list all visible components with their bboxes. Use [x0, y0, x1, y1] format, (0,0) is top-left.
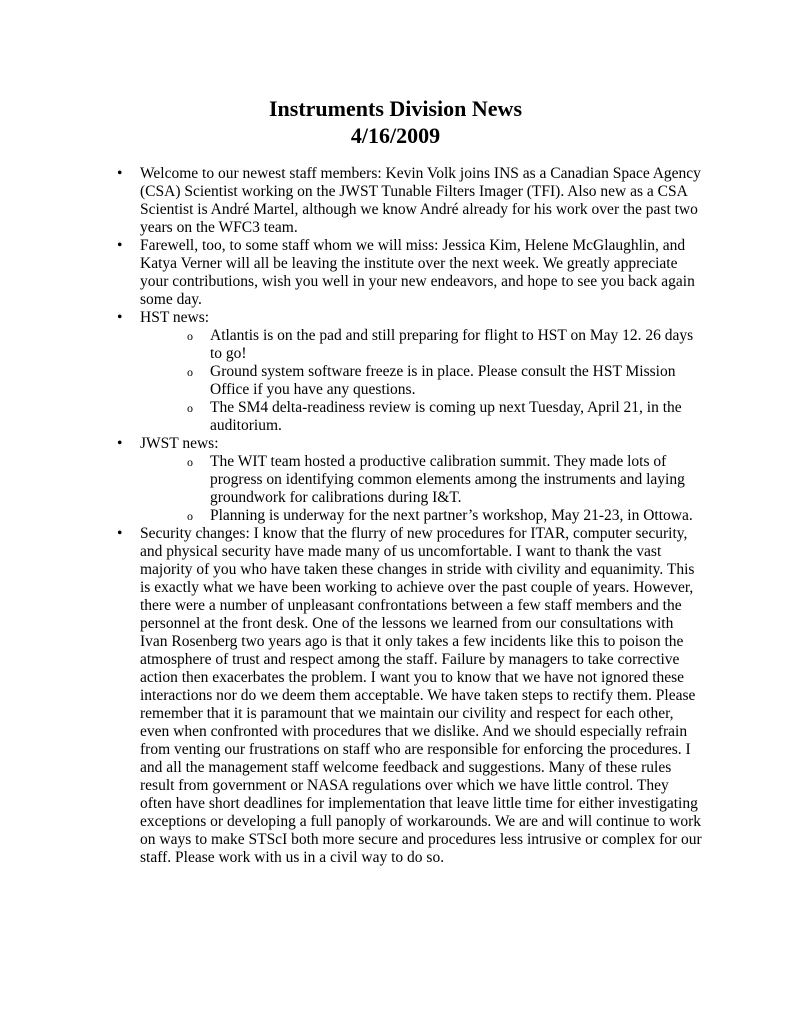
news-item-jwst [117, 435, 702, 525]
jwst-sublist [187, 453, 702, 525]
sub-item [187, 507, 702, 525]
news-item-farewell [117, 237, 702, 309]
bullet-marker: • [117, 309, 123, 326]
news-item-hst [117, 309, 702, 435]
sub-item [187, 327, 702, 363]
bullet-marker: • [117, 435, 123, 452]
hst-sublist [187, 327, 702, 435]
news-item-text: Welcome to our newest staff members: Kevin Volk joins INS as a Canadian Space Agency (CSA) Scientist working on the JWST Tunable Filters Imager (TFI). Also new as a CSA Scientist is André Martel, although we know André already for his work over the past two years on the WFC3 team. [140, 165, 701, 236]
sub-item [187, 363, 702, 399]
sub-item-text: Atlantis is on the pad and still preparing for flight to HST on May 12. 26 days to go! [210, 327, 694, 362]
sub-item [187, 399, 702, 435]
sub-bullet-marker: o [187, 329, 193, 343]
sub-item-text: The WIT team hosted a productive calibration summit. They made lots of progress on identifying common elements among the instruments and laying groundwork for calibrations during I&T. [210, 453, 685, 506]
sub-bullet-marker: o [187, 509, 193, 523]
title-heading: Instruments Division News [268, 96, 523, 121]
bullet-marker: • [117, 165, 123, 182]
news-list [117, 165, 702, 867]
news-item-text: Security changes: I know that the flurry of new procedures for ITAR, computer security, and physical security have made many of us uncomfortable. I want to thank the vast majority of you who have taken these changes in stride with civility and equanimity. This is exactly what we have been working to achieve over the past couple of years. However, there were a number of unpleasant confrontations between a few staff members and the personnel at the front desk. One of the lessons we learned from our consultations with Ivan Rosenberg two years ago is that it only takes a few incidents like this to poison the atmosphere of trust and respect among the staff. Failure by managers to take corrective action then exacerbates the problem. I want you to know that we have not ignored these interactions nor do we deem them acceptable. We have taken steps to rectify them. Please remember that it is paramount that we maintain our civility and respect for each other, even when confronted with procedures that we dislike. And we should especially refrain from venting our frustrations on staff who are responsible for enforcing the procedures. I and all the management staff welcome feedback and suggestions. Many of these rules result from government or NASA regulations over which we have little control. They often have short deadlines for implementation that leave little time for either investigating exceptions or developing a full panoply of workarounds. We are and will continue to work on ways to make STScI both more secure and procedures less intrusive or complex for our staff. Please work with us in a civil way to do so. [140, 525, 702, 866]
sub-bullet-marker: o [187, 401, 193, 415]
sub-item-text: Ground system software freeze is in place. Please consult the HST Mission Office if you have any questions. [210, 363, 676, 398]
sub-bullet-marker: o [187, 365, 193, 379]
news-item-security [117, 525, 702, 867]
document-title [0, 95, 791, 149]
sub-item-text: Planning is underway for the next partner’s workshop, May 21-23, in Ottowa. [210, 507, 693, 524]
news-item-welcome [117, 165, 702, 237]
bullet-marker: • [117, 237, 123, 254]
title-date: 4/16/2009 [350, 123, 441, 148]
bullet-marker: • [117, 525, 123, 542]
sub-bullet-marker: o [187, 455, 193, 469]
news-item-text: JWST news: [140, 435, 219, 452]
news-item-text: Farewell, too, to some staff whom we will miss: Jessica Kim, Helene McGlaughlin, and Katya Verner will all be leaving the institute over the next week. We greatly appreciate your contributions, wish you well in your new endeavors, and hope to see you back again some day. [140, 237, 695, 308]
sub-item [187, 453, 702, 507]
sub-item-text: The SM4 delta-readiness review is coming up next Tuesday, April 21, in the auditorium. [210, 399, 682, 434]
news-item-text: HST news: [140, 309, 210, 326]
